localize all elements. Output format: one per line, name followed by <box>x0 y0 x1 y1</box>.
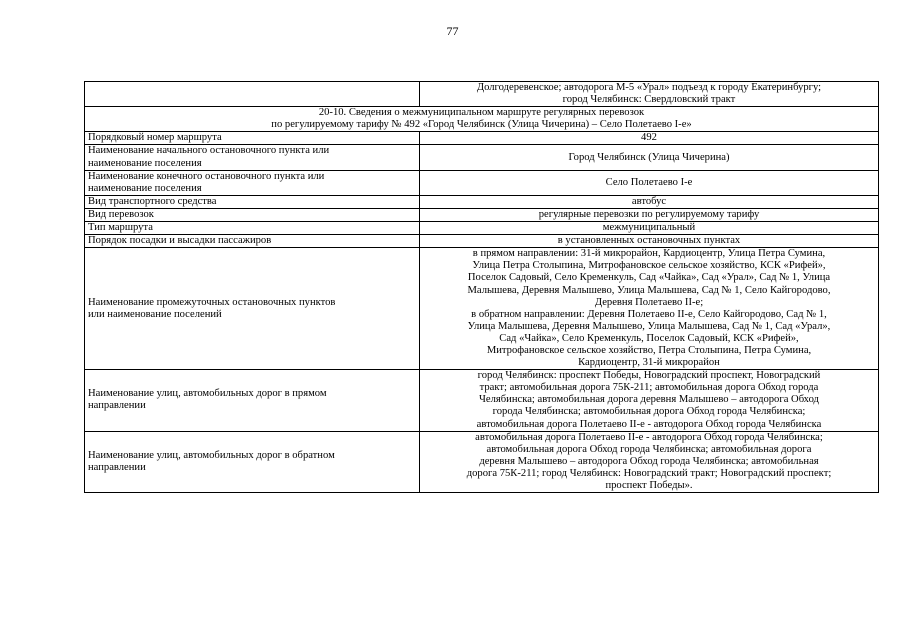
table-row <box>85 248 879 370</box>
row-label-line: Вид перевозок <box>88 208 154 220</box>
row-label-line: Тип маршрута <box>88 222 153 234</box>
table-row <box>85 235 879 248</box>
row-label-cell <box>85 370 420 431</box>
table-row <box>85 170 879 195</box>
row-label-line: наименование поселения <box>88 157 202 169</box>
row-value-line: проспект Победы». <box>605 480 693 491</box>
row-value-line: автомобильная дорога Полетаево II-е - автодорога Обход города Челябинска <box>476 418 822 430</box>
section-heading-row <box>85 107 879 132</box>
row-value-cell <box>420 370 879 431</box>
row-label-cell <box>85 195 420 208</box>
row-value-line: автомобильная дорога Полетаево II-е - автодорога Обход города Челябинска; <box>475 431 823 443</box>
row-label-line: направлении <box>88 400 146 412</box>
row-value-cell <box>420 208 879 221</box>
continuation-label-cell <box>85 82 420 107</box>
row-label-line: Наименование начального остановочного пункта или <box>88 145 330 157</box>
continuation-line: Долгодеревенское; автодорога М-5 «Урал» подъезд к городу Екатеринбургу; <box>476 82 822 93</box>
row-label-cell <box>85 235 420 248</box>
row-value-line: Поселок Садовый, Село Кременкуль, Сад «Чайка», Сад «Урал», Сад № 1, Улица <box>467 272 831 284</box>
section-heading-line: по регулируемому тарифу № 492 «Город Челябинск (Улица Чичерина) – Село Полетаево I-е» <box>271 119 692 131</box>
row-value-line: в прямом направлении: 31-й микрорайон, Кардиоцентр, Улица Петра Сумина, <box>472 248 826 260</box>
row-value-cell <box>420 222 879 235</box>
row-label-line: или наименование поселений <box>88 308 222 320</box>
row-value-line: Улица Петра Столыпина, Митрофановское сельское хозяйство, КСК «Рифей», <box>472 260 826 272</box>
row-value-line: дорога 75К-211; город Челябинск: Новоградский тракт; Новоградский проспект; <box>466 467 832 479</box>
row-label-line: Наименование промежуточных остановочных пунктов <box>88 296 336 308</box>
table-row <box>85 222 879 235</box>
row-label-cell <box>85 431 420 492</box>
continuation-row <box>85 82 879 107</box>
row-value-line: межмуниципальный <box>602 222 696 234</box>
row-value-cell <box>420 248 879 370</box>
row-value-cell <box>420 145 879 170</box>
row-value-line: Малышева, Деревня Малышево, Улица Малышева, Сад № 1, Село Кайгородово, <box>467 284 831 296</box>
row-label-line: Порядковый номер маршрута <box>88 132 222 144</box>
table-row <box>85 195 879 208</box>
table-row <box>85 208 879 221</box>
row-label-line: Наименование улиц, автомобильных дорог в прямом <box>88 388 327 400</box>
row-label-line: Наименование конечного остановочного пункта или <box>88 170 325 182</box>
table-body <box>85 82 879 493</box>
row-value-line: в обратном направлении: Деревня Полетаево II-е, Село Кайгородово, Сад № 1, <box>471 308 827 320</box>
row-value-line: регулярные перевозки по регулируемому тарифу <box>538 208 760 220</box>
row-value-line: Улица Малышева, Деревня Малышево, Улица Малышева, Сад № 1, Сад «Урал», <box>467 320 831 332</box>
table-row <box>85 431 879 492</box>
row-label-cell <box>85 208 420 221</box>
row-value-cell <box>420 195 879 208</box>
row-value-cell <box>420 132 879 145</box>
row-value-cell <box>420 235 879 248</box>
row-value-line: автобус <box>631 195 667 207</box>
row-value-line: Деревня Полетаево II-е; <box>594 296 704 308</box>
row-label-cell <box>85 222 420 235</box>
row-label-cell <box>85 145 420 170</box>
row-value-line: тракт; автомобильная дорога 75К-211; автомобильная дорога Обход города <box>479 382 819 394</box>
section-heading <box>85 107 879 132</box>
row-label-cell <box>85 132 420 145</box>
row-value-line: Сад «Чайка», Село Кременкуль, Поселок Садовый, КСК «Рифей», <box>499 332 799 344</box>
row-label-cell <box>85 248 420 370</box>
route-info-table <box>84 81 879 493</box>
row-value-line: в установленных остановочных пунктах <box>557 235 741 247</box>
row-label-line: Наименование улиц, автомобильных дорог в обратном <box>88 449 335 461</box>
row-value-line: Челябинска; автомобильная дорога деревня Малышево – автодорога Обход <box>479 394 819 406</box>
row-value-line: города Челябинска; автомобильная дорога Обход города Челябинска; <box>492 406 806 418</box>
row-label-line: Вид транспортного средства <box>88 195 217 207</box>
row-value-line: Село Полетаево I-е <box>605 176 693 188</box>
table-row <box>85 132 879 145</box>
row-value-line: город Челябинск: проспект Победы, Новоградский проспект, Новоградский <box>477 370 821 382</box>
row-value-line: Кардиоцентр, 31-й микрорайон <box>578 357 720 369</box>
table-row <box>85 370 879 431</box>
row-value-line: Митрофановское сельское хозяйство, Петра Столыпина, Петра Сумина, <box>486 344 812 356</box>
section-heading-line: 20-10. Сведения о межмуниципальном маршруте регулярных перевозок <box>318 107 645 119</box>
continuation-value-cell <box>420 82 879 107</box>
row-value-line: деревня Малышево – автодорога Обход города Челябинска; автомобильная <box>479 455 819 467</box>
page-number: 77 <box>446 24 459 38</box>
row-value-line: Город Челябинск (Улица Чичерина) <box>568 151 730 163</box>
row-label-cell <box>85 170 420 195</box>
row-value-cell <box>420 170 879 195</box>
row-value-line: автомобильная дорога Обход города Челябинска; автомобильная дорога <box>486 443 812 455</box>
table-row <box>85 145 879 170</box>
row-label-line: Порядок посадки и высадки пассажиров <box>88 235 272 247</box>
row-label-line: наименование поселения <box>88 182 202 194</box>
row-value-line: 492 <box>641 132 657 144</box>
continuation-line: город Челябинск: Свердловский тракт <box>562 94 736 106</box>
row-value-cell <box>420 431 879 492</box>
row-label-line: направлении <box>88 461 146 473</box>
